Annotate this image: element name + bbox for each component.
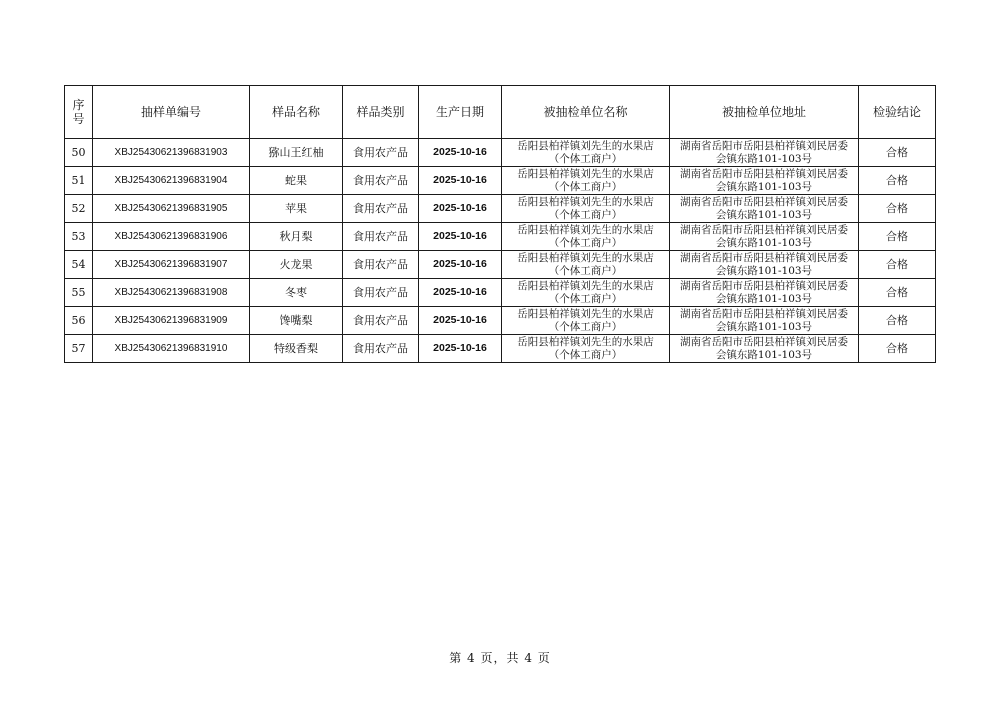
unit-name-line1: 岳阳县柏祥镇刘先生的水果店 bbox=[517, 251, 654, 264]
cell-sample-category: 食用农产品 bbox=[343, 335, 419, 363]
cell-sample-category: 食用农产品 bbox=[343, 279, 419, 307]
cell-unit-name bbox=[502, 335, 670, 363]
header-result: 检验结论 bbox=[859, 86, 936, 139]
unit-name-line1: 岳阳县柏祥镇刘先生的水果店 bbox=[517, 307, 654, 320]
table-row bbox=[65, 251, 936, 279]
cell-sample-category: 食用农产品 bbox=[343, 307, 419, 335]
cell-sample-name: 馋嘴梨 bbox=[250, 307, 343, 335]
table-body bbox=[65, 139, 936, 363]
cell-result: 合格 bbox=[859, 307, 936, 335]
cell-unit-address bbox=[670, 139, 859, 167]
unit-address-line1: 湖南省岳阳市岳阳县柏祥镇刘民居委 bbox=[680, 167, 848, 180]
cell-sample-name: 猕山王红柚 bbox=[250, 139, 343, 167]
cell-sample-code: XBJ25430621396831908 bbox=[93, 279, 250, 307]
cell-unit-name bbox=[502, 307, 670, 335]
header-sample-category: 样品类别 bbox=[343, 86, 419, 139]
cell-production-date: 2025-10-16 bbox=[419, 307, 502, 335]
cell-unit-name bbox=[502, 223, 670, 251]
unit-name-line2: （个体工商户） bbox=[548, 208, 623, 221]
cell-sample-category: 食用农产品 bbox=[343, 167, 419, 195]
cell-unit-address bbox=[670, 307, 859, 335]
cell-unit-address bbox=[670, 335, 859, 363]
header-production-date: 生产日期 bbox=[419, 86, 502, 139]
cell-result: 合格 bbox=[859, 251, 936, 279]
unit-address-line2: 会镇东路101-103号 bbox=[715, 236, 813, 249]
header-sample-code: 抽样单编号 bbox=[93, 86, 250, 139]
cell-unit-address bbox=[670, 195, 859, 223]
cell-unit-address bbox=[670, 223, 859, 251]
cell-seq: 53 bbox=[65, 223, 93, 251]
cell-production-date: 2025-10-16 bbox=[419, 279, 502, 307]
cell-sample-category: 食用农产品 bbox=[343, 223, 419, 251]
cell-sample-code: XBJ25430621396831903 bbox=[93, 139, 250, 167]
unit-name-line2: （个体工商户） bbox=[548, 264, 623, 277]
unit-address-line2: 会镇东路101-103号 bbox=[715, 320, 813, 333]
cell-seq: 51 bbox=[65, 167, 93, 195]
unit-address-line2: 会镇东路101-103号 bbox=[715, 348, 813, 361]
header-row bbox=[65, 86, 936, 139]
table-header bbox=[65, 86, 936, 139]
cell-seq: 56 bbox=[65, 307, 93, 335]
cell-seq: 50 bbox=[65, 139, 93, 167]
cell-unit-address bbox=[670, 251, 859, 279]
cell-unit-name bbox=[502, 139, 670, 167]
table-row bbox=[65, 195, 936, 223]
unit-name-line2: （个体工商户） bbox=[548, 180, 623, 193]
cell-result: 合格 bbox=[859, 279, 936, 307]
table-row bbox=[65, 279, 936, 307]
header-sample-name: 样品名称 bbox=[250, 86, 343, 139]
cell-result: 合格 bbox=[859, 195, 936, 223]
unit-address-line2: 会镇东路101-103号 bbox=[715, 152, 813, 165]
header-unit-address: 被抽检单位地址 bbox=[670, 86, 859, 139]
unit-name-line2: （个体工商户） bbox=[548, 152, 623, 165]
cell-sample-name: 特级香梨 bbox=[250, 335, 343, 363]
cell-sample-code: XBJ25430621396831907 bbox=[93, 251, 250, 279]
table-row bbox=[65, 307, 936, 335]
unit-name-line2: （个体工商户） bbox=[548, 320, 623, 333]
cell-production-date: 2025-10-16 bbox=[419, 139, 502, 167]
unit-name-line2: （个体工商户） bbox=[548, 348, 623, 361]
cell-unit-address bbox=[670, 167, 859, 195]
table-row bbox=[65, 335, 936, 363]
cell-sample-name: 苹果 bbox=[250, 195, 343, 223]
cell-sample-name: 火龙果 bbox=[250, 251, 343, 279]
table-row bbox=[65, 167, 936, 195]
cell-seq: 57 bbox=[65, 335, 93, 363]
unit-address-line1: 湖南省岳阳市岳阳县柏祥镇刘民居委 bbox=[680, 251, 848, 264]
header-unit-name: 被抽检单位名称 bbox=[502, 86, 670, 139]
unit-name-line1: 岳阳县柏祥镇刘先生的水果店 bbox=[517, 335, 654, 348]
unit-name-line2: （个体工商户） bbox=[548, 292, 623, 305]
cell-unit-name bbox=[502, 279, 670, 307]
cell-unit-name bbox=[502, 251, 670, 279]
unit-address-line1: 湖南省岳阳市岳阳县柏祥镇刘民居委 bbox=[680, 279, 848, 292]
table-row bbox=[65, 223, 936, 251]
cell-result: 合格 bbox=[859, 139, 936, 167]
cell-sample-code: XBJ25430621396831905 bbox=[93, 195, 250, 223]
unit-address-line1: 湖南省岳阳市岳阳县柏祥镇刘民居委 bbox=[680, 223, 848, 236]
cell-seq: 52 bbox=[65, 195, 93, 223]
cell-production-date: 2025-10-16 bbox=[419, 195, 502, 223]
unit-name-line1: 岳阳县柏祥镇刘先生的水果店 bbox=[517, 195, 654, 208]
unit-address-line1: 湖南省岳阳市岳阳县柏祥镇刘民居委 bbox=[680, 139, 848, 152]
cell-sample-code: XBJ25430621396831904 bbox=[93, 167, 250, 195]
unit-name-line1: 岳阳县柏祥镇刘先生的水果店 bbox=[517, 279, 654, 292]
cell-sample-code: XBJ25430621396831909 bbox=[93, 307, 250, 335]
cell-sample-category: 食用农产品 bbox=[343, 251, 419, 279]
cell-sample-category: 食用农产品 bbox=[343, 139, 419, 167]
cell-result: 合格 bbox=[859, 335, 936, 363]
cell-sample-name: 蛇果 bbox=[250, 167, 343, 195]
cell-sample-name: 秋月梨 bbox=[250, 223, 343, 251]
unit-address-line2: 会镇东路101-103号 bbox=[715, 292, 813, 305]
cell-production-date: 2025-10-16 bbox=[419, 167, 502, 195]
cell-production-date: 2025-10-16 bbox=[419, 335, 502, 363]
unit-name-line2: （个体工商户） bbox=[548, 236, 623, 249]
cell-seq: 55 bbox=[65, 279, 93, 307]
cell-result: 合格 bbox=[859, 223, 936, 251]
header-seq: 序号 bbox=[65, 86, 93, 139]
unit-address-line2: 会镇东路101-103号 bbox=[715, 180, 813, 193]
unit-name-line1: 岳阳县柏祥镇刘先生的水果店 bbox=[517, 139, 654, 152]
cell-sample-category: 食用农产品 bbox=[343, 195, 419, 223]
cell-result: 合格 bbox=[859, 167, 936, 195]
unit-address-line1: 湖南省岳阳市岳阳县柏祥镇刘民居委 bbox=[680, 195, 848, 208]
table-row bbox=[65, 139, 936, 167]
cell-seq: 54 bbox=[65, 251, 93, 279]
cell-unit-address bbox=[670, 279, 859, 307]
cell-sample-code: XBJ25430621396831906 bbox=[93, 223, 250, 251]
unit-address-line1: 湖南省岳阳市岳阳县柏祥镇刘民居委 bbox=[680, 307, 848, 320]
cell-unit-name bbox=[502, 167, 670, 195]
page-footer bbox=[0, 649, 1000, 666]
inspection-results-table bbox=[64, 85, 936, 363]
unit-name-line1: 岳阳县柏祥镇刘先生的水果店 bbox=[517, 167, 654, 180]
unit-address-line2: 会镇东路101-103号 bbox=[715, 264, 813, 277]
cell-sample-name: 冬枣 bbox=[250, 279, 343, 307]
page-number-text: 第 4 页，共 4 页 bbox=[449, 651, 551, 665]
cell-production-date: 2025-10-16 bbox=[419, 251, 502, 279]
cell-sample-code: XBJ25430621396831910 bbox=[93, 335, 250, 363]
unit-address-line1: 湖南省岳阳市岳阳县柏祥镇刘民居委 bbox=[680, 335, 848, 348]
unit-name-line1: 岳阳县柏祥镇刘先生的水果店 bbox=[517, 223, 654, 236]
cell-production-date: 2025-10-16 bbox=[419, 223, 502, 251]
cell-unit-name bbox=[502, 195, 670, 223]
unit-address-line2: 会镇东路101-103号 bbox=[715, 208, 813, 221]
